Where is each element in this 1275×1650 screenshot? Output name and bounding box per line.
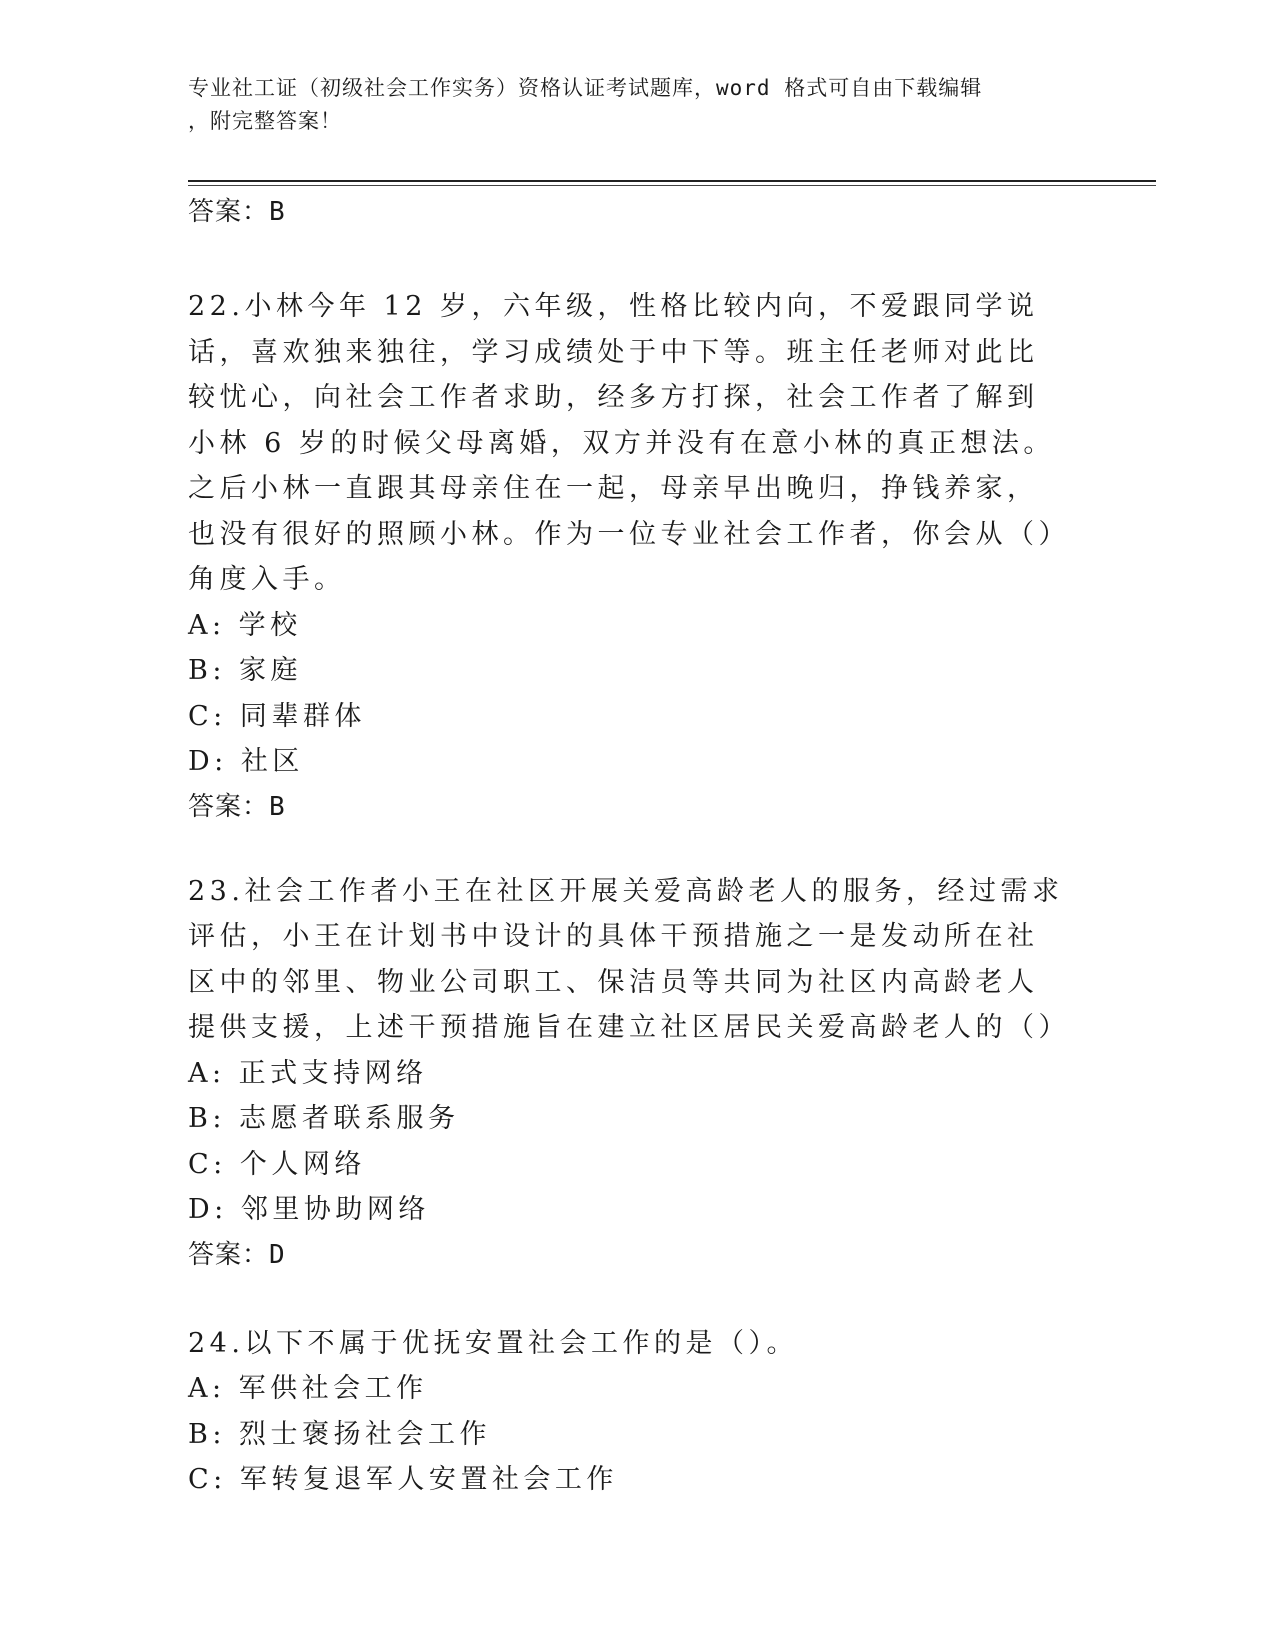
- question-22: [188, 284, 1068, 829]
- option-b: B: 家庭: [188, 655, 303, 686]
- header-divider-thin: [188, 185, 1156, 186]
- option-b: B: 志愿者联系服务: [188, 1103, 460, 1134]
- option-a: A: 军供社会工作: [188, 1373, 428, 1404]
- question-23: [188, 869, 1068, 1277]
- question-text: 23.社会工作者小王在社区开展关爱高龄老人的服务，经过需求评估，小王在计划书中设计的具体干预措施之一是发动所在社区中的邻里、物业公司职工、保洁员等共同为社区内高龄老人提供支援，上述干预措施旨在建立社区居民关爱高龄老人的（）: [188, 875, 1070, 1043]
- option-a: A: 正式支持网络: [188, 1057, 428, 1089]
- header-line-1: 专业社工证（初级社会工作实务）资格认证考试题库，word 格式可自由下载编辑: [188, 76, 983, 100]
- previous-answer: 答案：B: [188, 197, 286, 227]
- question-24: [188, 1321, 1068, 1503]
- option-d: D: 社区: [188, 746, 304, 777]
- header-line-2: ，附完整答案！: [188, 109, 342, 133]
- option-c: C: 军转复退军人安置社会工作: [188, 1464, 618, 1495]
- answer: 答案：B: [188, 791, 286, 822]
- option-c: C: 个人网络: [188, 1148, 366, 1180]
- header-divider: [188, 180, 1156, 182]
- answer: 答案：D: [188, 1239, 286, 1270]
- option-c: C: 同辈群体: [188, 700, 366, 732]
- question-text: 22.小林今年 12 岁，六年级，性格比较内向，不爱跟同学说话，喜欢独来独往，学习成绩处于中下等。班主任老师对此比较忧心，向社会工作者求助，经多方打探，社会工作者了解到小林 6 岁的时候父母离婚，双方并没有在意小林的真正想法。之后小林一直跟其母亲住在一起，母亲早出晚归，挣钱养家，也没有很好的照顾小林。作为一位专业社会工作者，你会从（）角度入手。: [188, 291, 1057, 595]
- option-a: A: 学校: [188, 609, 302, 641]
- question-list: [188, 190, 1068, 1503]
- document-header: [188, 72, 1068, 138]
- option-b: B: 烈士褒扬社会工作: [188, 1418, 492, 1450]
- option-d: D: 邻里协助网络: [188, 1194, 430, 1225]
- question-text: 24.以下不属于优抚安置社会工作的是（）。: [188, 1327, 798, 1359]
